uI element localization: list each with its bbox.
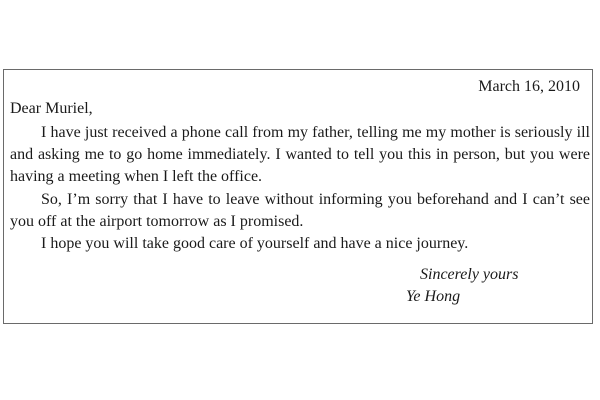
letter-paragraph: So, I’m sorry that I have to leave without informing you beforehand and I can’t see you off at the airport tomorrow as I promised. (10, 190, 590, 230)
letter-signature: Ye Hong (406, 288, 461, 305)
letter-body (10, 122, 590, 255)
letter-greeting: Dear Muriel, (10, 100, 93, 117)
letter-closing: Sincerely yours (420, 266, 519, 283)
letter-paragraph: I have just received a phone call from my father, telling me my mother is seriously ill and asking me to go home immediately. I wanted to tell you this in person, but you were having a meeting when I left the office. (10, 124, 590, 186)
letter-paragraph: I hope you will take good care of yourself and have a nice journey. (41, 235, 469, 253)
letter-box (3, 69, 593, 324)
letter-date: March 16, 2010 (478, 78, 580, 95)
